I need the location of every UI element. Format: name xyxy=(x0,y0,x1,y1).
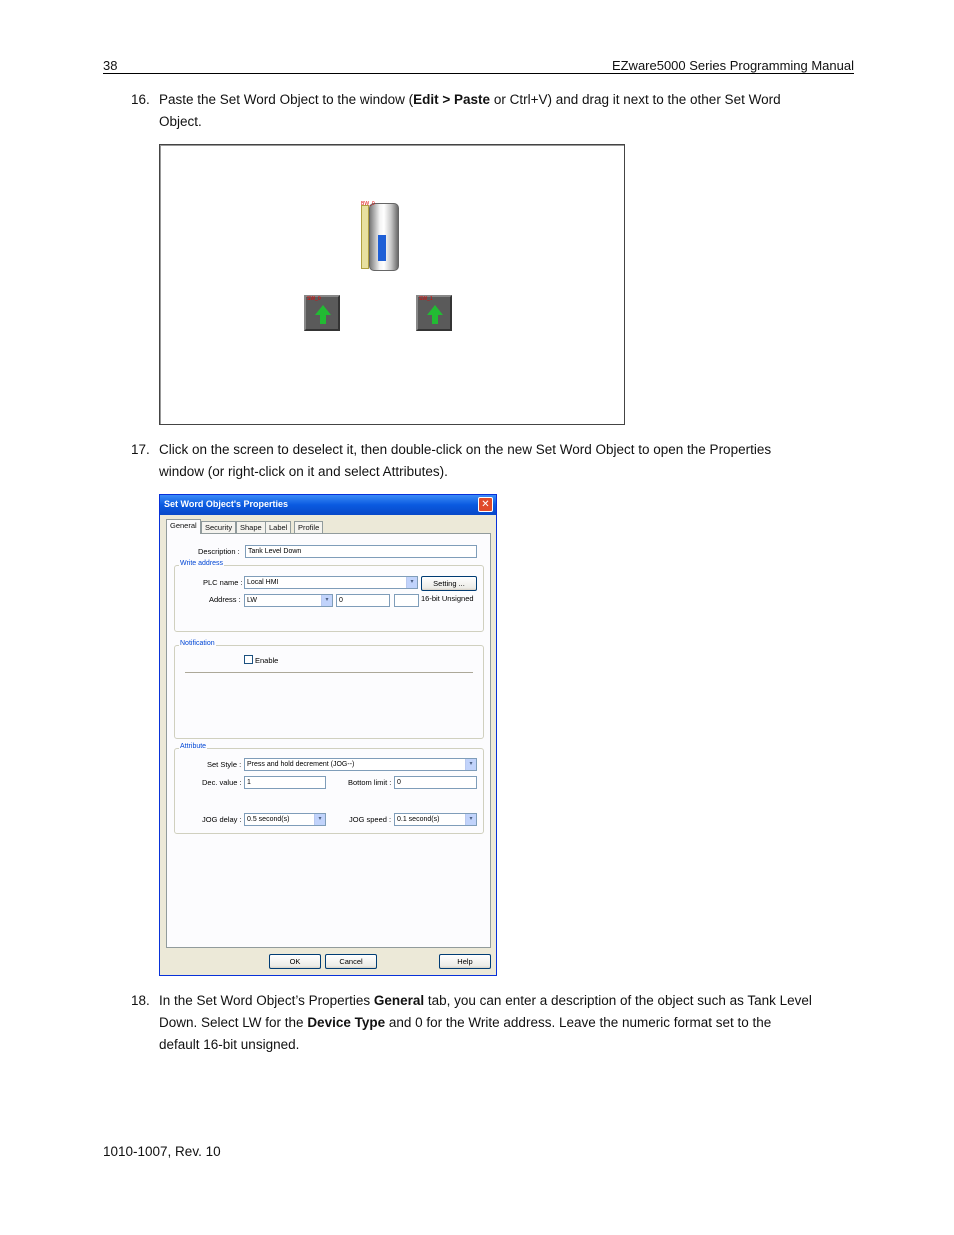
group-label: Notification xyxy=(180,640,215,647)
page-footer: 1010-1007, Rev. 10 xyxy=(103,1144,221,1159)
chevron-down-icon: ▾ xyxy=(465,814,476,825)
chevron-down-icon: ▾ xyxy=(321,595,332,606)
jog-delay-value: 0.5 second(s) xyxy=(247,816,290,823)
close-icon[interactable]: ✕ xyxy=(478,497,493,512)
step-text: or Ctrl+V) and drag it next to the other Set Word xyxy=(490,92,781,107)
cancel-button[interactable]: Cancel xyxy=(325,954,377,969)
step-text: tab, you can enter a description of the object such as Tank Level xyxy=(424,993,812,1008)
step-text: window (or right-click on it and select Attributes). xyxy=(159,464,448,479)
tab-security[interactable]: Security xyxy=(201,521,236,534)
plc-name-value: Local HMI xyxy=(247,579,279,586)
page-number: 38 xyxy=(103,58,118,73)
up-arrow-stem xyxy=(432,314,438,324)
up-arrow-stem xyxy=(320,314,326,324)
chevron-down-icon: ▾ xyxy=(406,577,417,588)
set-word-button-1 xyxy=(304,295,340,331)
address-format-label: 16-bit Unsigned xyxy=(421,594,474,603)
address-type-value: LW xyxy=(247,597,257,604)
properties-dialog xyxy=(159,494,497,976)
jog-speed-value: 0.1 second(s) xyxy=(397,816,440,823)
button-tag: SW_1 xyxy=(419,296,433,302)
address-type-select[interactable] xyxy=(244,594,333,607)
bottom-limit-label: Bottom limit : xyxy=(348,778,392,787)
step-text: In the Set Word Object’s Properties xyxy=(159,993,374,1008)
address-input[interactable]: 0 xyxy=(336,594,390,607)
document-title: EZware5000 Series Programming Manual xyxy=(611,58,854,73)
jog-speed-label: JOG speed : xyxy=(349,815,392,824)
help-button[interactable]: Help xyxy=(439,954,491,969)
step-number: 16. xyxy=(131,92,150,107)
jog-speed-select[interactable] xyxy=(394,813,477,826)
step-text-bold: General xyxy=(373,993,425,1008)
step-text: Click on the screen to deselect it, then double-click on the new Set Word Object to open the Properties xyxy=(159,442,772,457)
enable-label: Enable xyxy=(255,656,279,665)
notification-divider xyxy=(185,672,473,673)
description-label: Description : xyxy=(198,547,240,556)
plc-name-select[interactable] xyxy=(244,576,418,589)
step-text: Object. xyxy=(159,114,202,129)
dec-value-input[interactable]: 1 xyxy=(244,776,326,789)
address-label: Address : xyxy=(209,595,241,604)
bottom-limit-input[interactable]: 0 xyxy=(394,776,477,789)
set-word-button-2 xyxy=(416,295,452,331)
description-input[interactable]: Tank Level Down xyxy=(245,545,477,558)
tab-panel-general xyxy=(166,533,491,948)
chevron-down-icon: ▾ xyxy=(314,814,325,825)
enable-checkbox[interactable] xyxy=(244,655,253,664)
chevron-down-icon: ▾ xyxy=(465,759,476,770)
set-style-value: Press and hold decrement (JOG--) xyxy=(247,761,355,768)
step-number: 17. xyxy=(131,442,150,457)
ok-button[interactable]: OK xyxy=(269,954,321,969)
design-canvas-screenshot xyxy=(159,144,625,425)
tank-object xyxy=(361,201,399,273)
jog-delay-label: JOG delay : xyxy=(202,815,242,824)
step-number: 18. xyxy=(131,993,150,1008)
group-label: Write address xyxy=(180,560,224,567)
plc-name-label: PLC name : xyxy=(203,578,243,587)
tank-scale xyxy=(361,205,369,269)
dialog-titlebar xyxy=(160,495,496,515)
set-style-select[interactable] xyxy=(244,758,477,771)
tank-tag: BW_0 xyxy=(361,201,375,207)
step-text: default 16-bit unsigned. xyxy=(159,1037,300,1052)
step-text: and 0 for the Write address. Leave the numeric format set to the xyxy=(385,1015,772,1030)
step-text: Paste the Set Word Object to the window ( xyxy=(159,92,414,107)
tab-shape[interactable]: Shape xyxy=(236,521,266,534)
dialog-title: Set Word Object's Properties xyxy=(164,499,289,509)
setting-button[interactable]: Setting ... xyxy=(421,576,477,591)
jog-delay-select[interactable] xyxy=(244,813,326,826)
step-text-bold: Edit > Paste xyxy=(413,92,491,107)
set-style-label: Set Style : xyxy=(207,760,242,769)
address-index-input[interactable] xyxy=(394,594,419,607)
dec-value-label: Dec. value : xyxy=(202,778,242,787)
step-text: Down. Select LW for the xyxy=(159,1015,308,1030)
tab-profile[interactable]: Profile xyxy=(294,521,323,534)
tab-general[interactable]: General xyxy=(166,519,201,534)
notification-group xyxy=(174,640,484,739)
tank-fill-bar xyxy=(378,235,386,261)
page-header xyxy=(103,58,854,74)
step-text-bold: Device Type xyxy=(307,1015,386,1030)
tab-label[interactable]: Label xyxy=(265,521,291,534)
group-label: Attribute xyxy=(180,743,207,750)
button-tag: SW_0 xyxy=(307,296,321,302)
